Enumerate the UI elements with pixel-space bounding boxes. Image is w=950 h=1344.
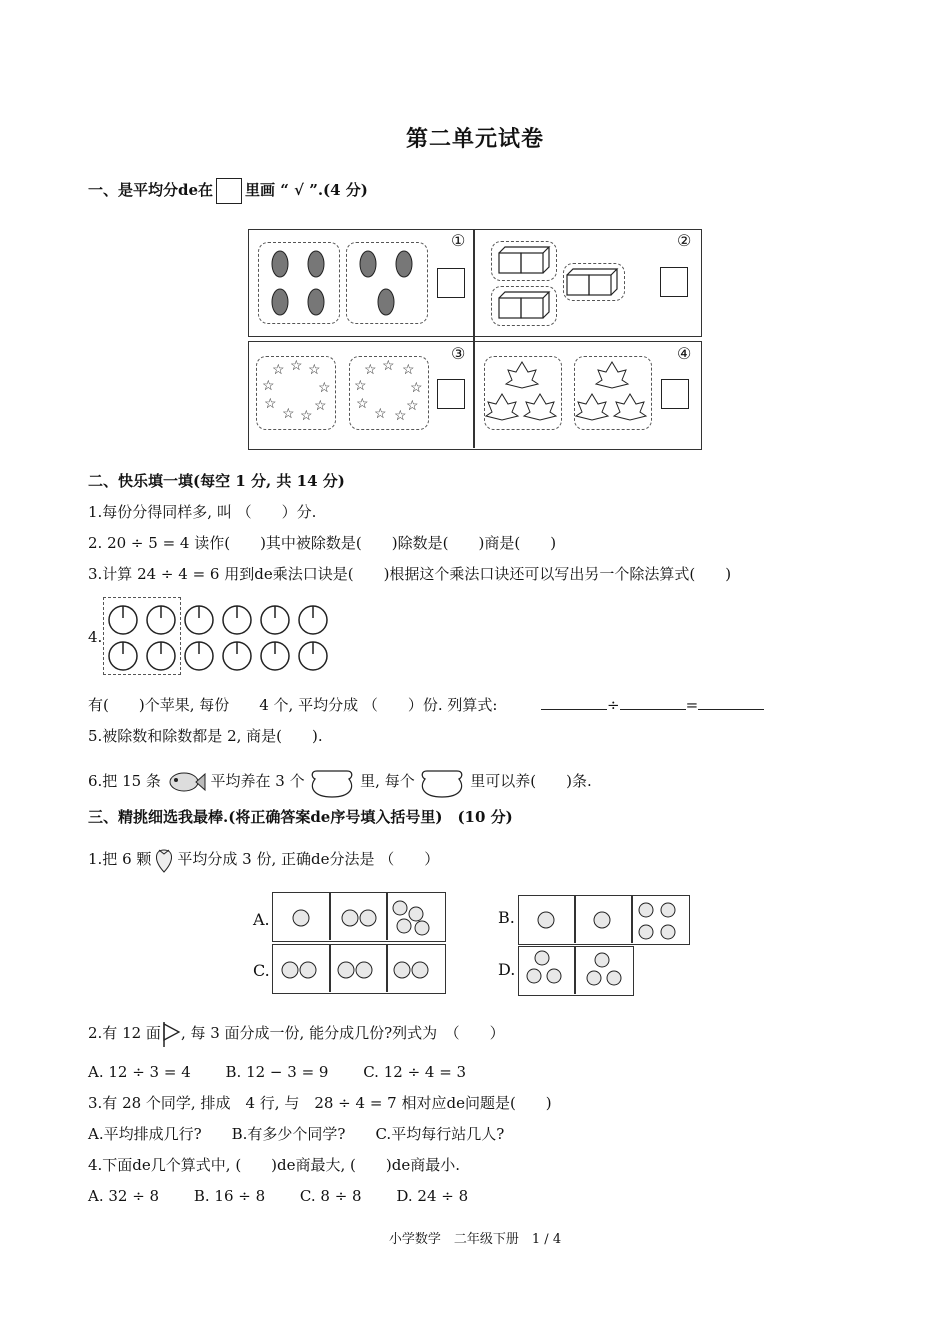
svg-text:☆: ☆ bbox=[308, 362, 321, 378]
svg-text:☆: ☆ bbox=[264, 396, 277, 412]
equals-sign: = bbox=[685, 696, 699, 714]
question-3-3: 3.有 28 个同学, 排成 4 行, 与 28 ÷ 4 = 7 相对应de问题是( ) bbox=[88, 1094, 552, 1112]
svg-text:☆: ☆ bbox=[382, 358, 395, 374]
answer-box-3[interactable] bbox=[437, 379, 465, 409]
svg-text:☆: ☆ bbox=[374, 406, 387, 422]
question-3-1-part-a: 1.把 6 颗 bbox=[88, 850, 152, 868]
answer-box-1[interactable] bbox=[437, 268, 465, 298]
fish-icon bbox=[166, 769, 206, 795]
question-3-2-options: A. 12 ÷ 3 = 4 B. 12 − 3 = 9 C. 12 ÷ 4 = 3 bbox=[88, 1063, 467, 1081]
star-icon bbox=[256, 356, 428, 430]
svg-text:☆: ☆ bbox=[314, 398, 327, 414]
question-2-6-part-c: 里, 每个 bbox=[360, 772, 415, 790]
page-footer: 小学数学 二年级下册 1 / 4 bbox=[388, 1232, 562, 1247]
svg-text:☆: ☆ bbox=[272, 362, 285, 378]
question-3-2-part-b: , 每 3 面分成一份, 能分成几份?列式为 （ ） bbox=[180, 1024, 505, 1042]
question-2-4-text: 有( )个苹果, 每份 4 个, 平均分成 （ ）份. 列算式: bbox=[88, 696, 498, 714]
question-2-4 bbox=[88, 694, 764, 715]
answer-box-sample bbox=[216, 178, 242, 204]
option-b-label: B. bbox=[498, 908, 515, 927]
svg-text:☆: ☆ bbox=[394, 408, 407, 424]
question-3-2-part-a: 2.有 12 面 bbox=[88, 1024, 161, 1042]
question-2-1: 1.每份分得同样多, 叫 （ ）分. bbox=[88, 503, 317, 521]
blank-divisor[interactable] bbox=[620, 695, 686, 710]
question-3-3-options: A.平均排成几行? B.有多少个同学? C.平均每行站几人? bbox=[88, 1125, 505, 1143]
question-2-5: 5.被除数和除数都是 2, 商是( ). bbox=[88, 727, 323, 745]
svg-text:☆: ☆ bbox=[356, 396, 369, 412]
blank-quotient[interactable] bbox=[698, 695, 764, 710]
question-3-4-options: A. 32 ÷ 8 B. 16 ÷ 8 C. 8 ÷ 8 D. 24 ÷ 8 bbox=[88, 1187, 469, 1205]
section-1-heading bbox=[88, 178, 368, 204]
page-title: 第二单元试卷 bbox=[405, 126, 544, 152]
svg-text:☆: ☆ bbox=[354, 378, 367, 394]
flag-icon bbox=[161, 1020, 181, 1048]
section-2-heading: 二、快乐填一填(每空 1 分, 共 14 分) bbox=[88, 472, 345, 490]
leaf-icon bbox=[484, 356, 652, 430]
svg-text:☆: ☆ bbox=[406, 398, 419, 414]
svg-text:☆: ☆ bbox=[410, 380, 423, 396]
corn-icon bbox=[258, 242, 428, 324]
label-3: ③ bbox=[451, 344, 466, 363]
section-1-heading-pre: 一、是平均分de在 bbox=[88, 181, 214, 199]
section-1-heading-post: 里画 “ √ ”.(4 分) bbox=[245, 181, 368, 199]
strawberry-icon bbox=[151, 846, 177, 874]
label-4: ④ bbox=[677, 344, 692, 363]
option-d-label: D. bbox=[498, 960, 516, 979]
divide-sign: ÷ bbox=[607, 696, 620, 714]
label-1: ① bbox=[451, 231, 466, 250]
fishbowl-icon bbox=[419, 765, 465, 799]
question-2-6 bbox=[88, 765, 592, 799]
answer-box-4[interactable] bbox=[661, 379, 689, 409]
question-2-3: 3.计算 24 ÷ 4 = 6 用到de乘法口诀是( )根据这个乘法口诀还可以写出另一个除法算式( ) bbox=[88, 565, 732, 583]
question-2-4-label: 4. bbox=[88, 628, 103, 646]
cube-icon bbox=[491, 241, 626, 327]
question-3-1-part-b: 平均分成 3 份, 正确de分法是 （ ） bbox=[177, 850, 440, 868]
question-3-1 bbox=[88, 846, 439, 874]
question-2-6-part-b: 平均养在 3 个 bbox=[210, 772, 305, 790]
apple-icon bbox=[104, 598, 336, 674]
svg-text:☆: ☆ bbox=[402, 362, 415, 378]
strawberry-icon bbox=[272, 892, 692, 996]
blank-dividend[interactable] bbox=[541, 695, 607, 710]
fishbowl-icon bbox=[309, 765, 355, 799]
svg-text:☆: ☆ bbox=[300, 408, 313, 424]
svg-text:☆: ☆ bbox=[290, 358, 303, 374]
question-3-4: 4.下面de几个算式中, ( )de商最大, ( )de商最小. bbox=[88, 1156, 460, 1174]
question-3-2 bbox=[88, 1020, 505, 1048]
option-c-label: C. bbox=[253, 961, 270, 980]
question-2-2: 2. 20 ÷ 5 = 4 读作( )其中被除数是( )除数是( )商是( ) bbox=[88, 534, 557, 552]
svg-text:☆: ☆ bbox=[282, 406, 295, 422]
question-2-6-part-a: 6.把 15 条 bbox=[88, 772, 161, 790]
svg-text:☆: ☆ bbox=[364, 362, 377, 378]
label-2: ② bbox=[677, 231, 692, 250]
svg-text:☆: ☆ bbox=[318, 380, 331, 396]
answer-box-2[interactable] bbox=[660, 267, 688, 297]
figure-divider bbox=[473, 229, 475, 448]
svg-text:☆: ☆ bbox=[262, 378, 275, 394]
option-a-label: A. bbox=[253, 910, 270, 929]
question-2-6-part-d: 里可以养( )条. bbox=[470, 772, 592, 790]
section-3-heading: 三、精挑细选我最棒.(将正确答案de序号填入括号里) (10 分) bbox=[88, 808, 513, 826]
